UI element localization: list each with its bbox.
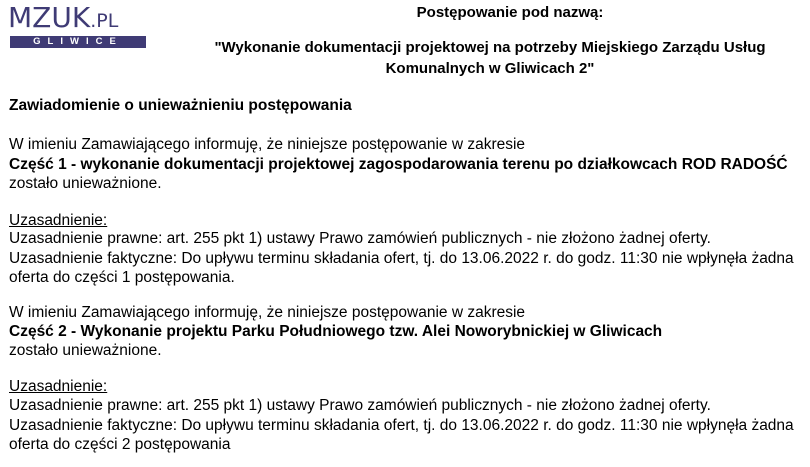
part2-name: Część 2 - Wykonanie projektu Parku Południowego tzw. Alei Noworybnickiej w Gliwicach: [9, 323, 663, 340]
procedure-title-line2: Komunalnych w Gliwicach 2": [385, 60, 595, 77]
part2-factual-justification-2: oferta do części 2 postępowania: [9, 436, 231, 453]
part1-justification-label: Uzasadnienie:: [9, 212, 108, 229]
part1-name: Część 1 - wykonanie dokumentacji projektowej zagospodarowania terenu po działkowcach ROD RADOŚĆ: [9, 156, 788, 173]
procedure-label: Postępowanie pod nazwą:: [416, 4, 604, 21]
part2-status: zostało unieważnione.: [9, 342, 162, 359]
part1-intro: W imieniu Zamawiającego informuję, że niniejsze postępowanie w zakresie: [9, 136, 526, 153]
notice-title: Zawiadomienie o unieważnieniu postępowania: [9, 97, 352, 114]
mzuk-logo: [8, 2, 152, 52]
logo-city-bar: GLIWICE: [10, 36, 146, 48]
part1-legal-justification: Uzasadnienie prawne: art. 255 pkt 1) ustawy Prawo zamówień publicznych - nie złożono żadnej oferty.: [9, 230, 711, 247]
part2-intro: W imieniu Zamawiającego informuję, że niniejsze postępowanie w zakresie: [9, 304, 526, 321]
procedure-title-line1: "Wykonanie dokumentacji projektowej na potrzeby Miejskiego Zarządu Usług: [214, 39, 766, 56]
part2-factual-justification-1: Uzasadnienie faktyczne: Do upływu terminu składania ofert, tj. do 13.06.2022 r. do godz. 11:30 nie wpłynęła żadna: [9, 417, 794, 434]
part2-justification-label: Uzasadnienie:: [9, 378, 108, 395]
logo-wordmark: MZUK.PL: [8, 1, 119, 34]
part1-status: zostało unieważnione.: [9, 175, 162, 192]
part2-legal-justification: Uzasadnienie prawne: art. 255 pkt 1) ustawy Prawo zamówień publicznych - nie złożono żadnej oferty.: [9, 397, 711, 414]
part1-factual-justification-2: oferta do części 1 postępowania.: [9, 269, 235, 286]
part1-factual-justification-1: Uzasadnienie faktyczne: Do upływu terminu składania ofert, tj. do 13.06.2022 r. do godz. 11:30 nie wpłynęła żadna: [9, 250, 794, 267]
